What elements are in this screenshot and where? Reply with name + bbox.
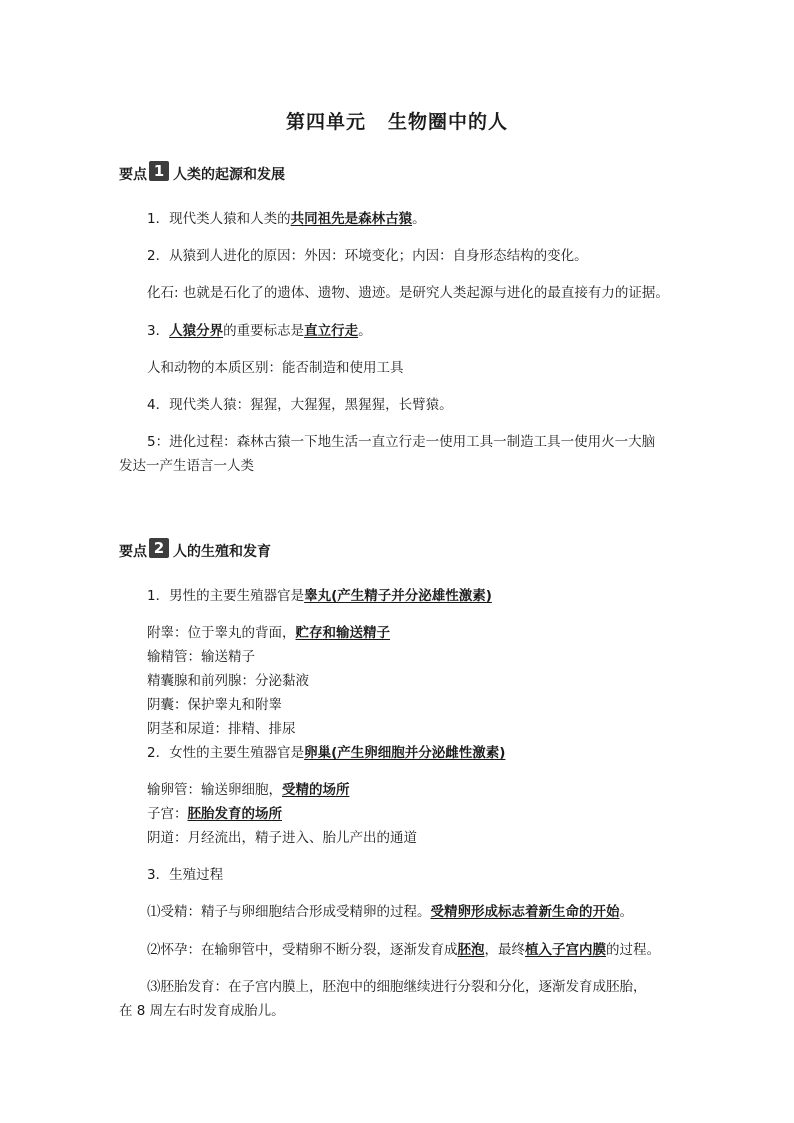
key-point: 人猿分界 — [169, 323, 224, 339]
document-title — [0, 107, 794, 134]
text: 的过程。 — [606, 942, 660, 958]
s1-paragraph-6: 4．现代类人猿：猩猩，大猩猩，黑猩猩，长臂猿。 — [147, 397, 453, 413]
uterus-line — [147, 805, 282, 823]
urethra-line: 阴茎和尿道：排精、排尿 — [147, 721, 296, 737]
glands-line: 精囊腺和前列腺：分泌黏液 — [147, 673, 309, 689]
key-point: 受精的场所 — [282, 782, 350, 798]
text: 附睾：位于睾丸的背面， — [147, 625, 296, 641]
s1-paragraph-7-line-2: 发达一产生语言一人类 — [119, 458, 254, 474]
text: ⑵怀孕：在输卵管中，受精卵不断分裂，逐渐发育成 — [147, 942, 458, 958]
section-1-label: 要点 — [119, 167, 147, 183]
title-topic: 生物圈中的人 — [388, 111, 509, 133]
text: 的重要标志是 — [223, 323, 305, 339]
section-1-heading — [119, 162, 285, 185]
scrotum-line: 阴囊：保护睾丸和附睾 — [147, 697, 282, 713]
s1-paragraph-5: 人和动物的本质区别：能否制造和使用工具 — [147, 360, 404, 376]
text: 1．现代类人猿和人类的 — [147, 211, 291, 227]
oviduct-line — [147, 781, 350, 799]
key-point: 卵巢(产生卵细胞并分泌雌性激素) — [304, 745, 506, 761]
key-point: 共同祖先是森林古猿 — [290, 211, 413, 227]
key-point: 直立行走 — [304, 323, 359, 339]
s1-paragraph-2: 2．从猿到人进化的原因：外因：环境变化；内因：自身形态结构的变化。 — [147, 248, 588, 264]
reproduction-heading: 3．生殖过程 — [147, 867, 224, 883]
embryo-line-2: 在 8 周左右时发育成胎儿。 — [119, 1003, 285, 1019]
text: 。 — [412, 211, 426, 227]
key-point: 胚泡 — [457, 942, 485, 958]
section-2-heading — [119, 539, 271, 562]
s1-paragraph-1 — [147, 210, 426, 228]
key-point: 胚胎发育的场所 — [187, 806, 282, 822]
text: 输卵管：输送卵细胞， — [147, 782, 282, 798]
male-organ-line — [147, 587, 492, 605]
key-point: 贮存和输送精子 — [295, 625, 390, 641]
vas-deferens-line: 输精管：输送精子 — [147, 649, 255, 665]
text: 。 — [358, 323, 372, 339]
text: ⑴受精：精子与卵细胞结合形成受精卵的过程。 — [147, 904, 431, 920]
pregnancy-line — [147, 941, 660, 959]
section-1-title: 人类的起源和发展 — [173, 167, 285, 183]
embryo-line-1: ⑶胚胎发育：在子宫内膜上，胚泡中的细胞继续进行分裂和分化，逐渐发育成胚胎， — [147, 979, 647, 995]
section-2-label: 要点 — [119, 544, 147, 560]
s1-paragraph-4 — [147, 322, 372, 340]
s1-paragraph-3: 化石: 也就是石化了的遗体、遗物、遗迹。是研究人类起源与进化的最直接有力的证据。 — [147, 285, 669, 301]
female-organ-line — [147, 744, 505, 762]
text: ，最终 — [484, 942, 525, 958]
text: 子宫： — [147, 806, 188, 822]
title-unit: 第四单元 — [285, 111, 366, 133]
text: 。 — [619, 904, 633, 920]
key-point: 睾丸(产生精子并分泌雄性激素) — [304, 588, 492, 604]
fertilization-line — [147, 903, 633, 921]
text: 1．男性的主要生殖器官是 — [147, 588, 305, 604]
section-1-number-badge: 1 — [149, 161, 169, 181]
key-point: 植入子宫内膜 — [525, 942, 606, 958]
key-point: 受精卵形成标志着新生命的开始 — [430, 904, 620, 920]
epididymis-line — [147, 624, 390, 642]
section-2-title: 人的生殖和发育 — [173, 544, 271, 560]
section-2-number-badge: 2 — [149, 538, 169, 558]
vagina-line: 阴道：月经流出，精子进入、胎儿产出的通道 — [147, 830, 417, 846]
text: 2．女性的主要生殖器官是 — [147, 745, 305, 761]
text: 3． — [147, 323, 170, 339]
s1-paragraph-7-line-1: 5：进化过程：森林古猿一下地生活一直立行走一使用工具一制造工具一使用火一大脑 — [147, 434, 656, 450]
